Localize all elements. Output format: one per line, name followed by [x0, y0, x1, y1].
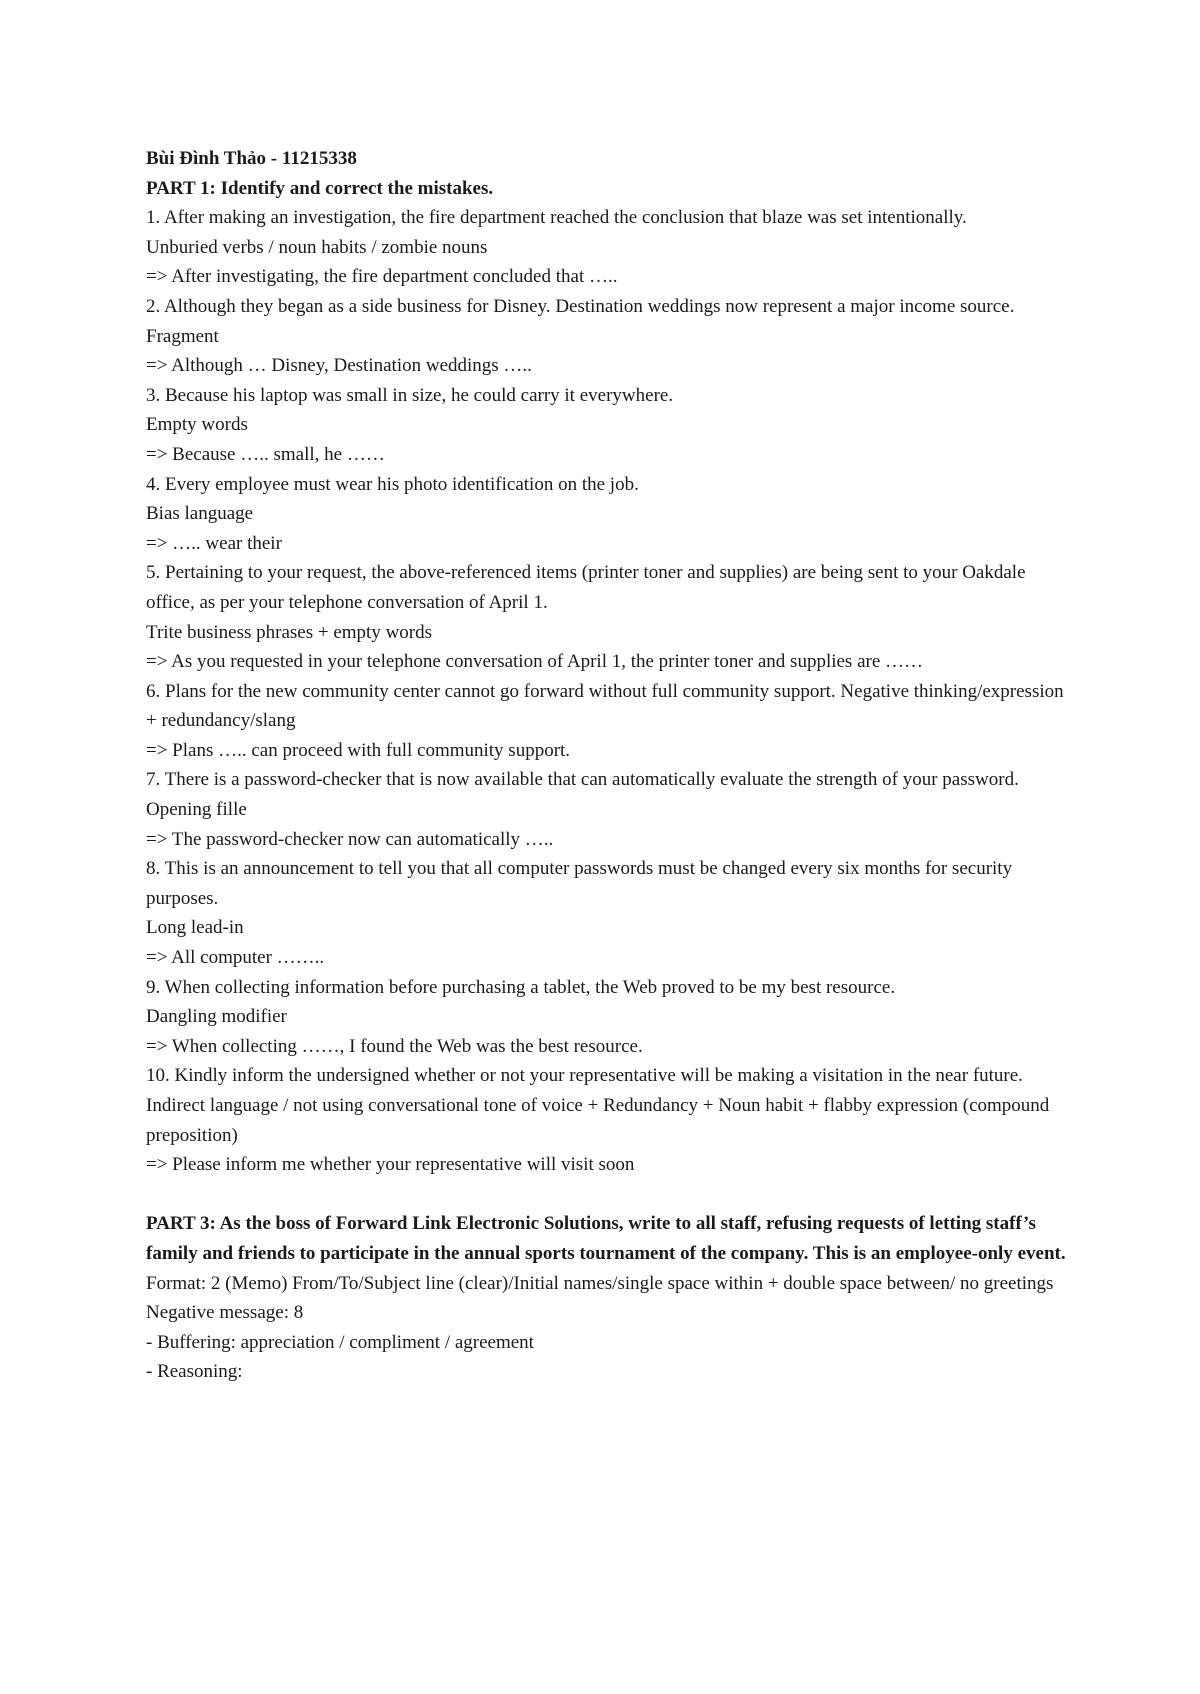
- item-2-error: Fragment: [146, 325, 219, 347]
- item-8-error: Long lead-in: [146, 917, 244, 939]
- item-3-sentence: 3. Because his laptop was small in size, he could carry it everywhere.: [146, 384, 674, 406]
- part1-heading: PART 1: Identify and correct the mistakes.: [146, 177, 494, 199]
- document-page: [146, 144, 1076, 1387]
- item-3-error: Empty words: [146, 414, 248, 436]
- item-5-sentence: 5. Pertaining to your request, the above-referenced items (printer toner and supplies) are being sent to your Oakdale office, as per your telephone conversation of April 1.: [146, 562, 1026, 613]
- item-8-sentence: 8. This is an announcement to tell you that all computer passwords must be changed every six months for security purposes.: [146, 858, 1013, 909]
- item-1-fix: => After investigating, the fire department concluded that …..: [146, 266, 618, 288]
- item-1-sentence: 1. After making an investigation, the fire department reached the conclusion that blaze was set intentionally.: [146, 207, 967, 229]
- item-6-fix: => Plans ….. can proceed with full community support.: [146, 739, 571, 761]
- item-5-error: Trite business phrases + empty words: [146, 621, 433, 643]
- section-gap: [146, 1180, 1076, 1210]
- item-2-sentence: 2. Although they began as a side business for Disney. Destination weddings now represent a major income source.: [146, 295, 1015, 317]
- part3-negative-line: Negative message: 8: [146, 1302, 304, 1324]
- item-2-fix: => Although … Disney, Destination weddings …..: [146, 355, 532, 377]
- item-1-error: Unburied verbs / noun habits / zombie nouns: [146, 236, 488, 258]
- item-5-fix: => As you requested in your telephone conversation of April 1, the printer toner and supplies are ……: [146, 651, 924, 673]
- item-6-sentence: 6. Plans for the new community center cannot go forward without full community support. Negative thinking/expression + redundancy/slang: [146, 680, 1064, 732]
- item-8-fix: => All computer ……..: [146, 947, 325, 969]
- item-10-error: Indirect language / not using conversational tone of voice + Redundancy + Noun habit + flabby expression (compound preposition): [146, 1095, 1050, 1146]
- item-9-fix: => When collecting ……, I found the Web was the best resource.: [146, 1035, 643, 1057]
- item-9-error: Dangling modifier: [146, 1006, 287, 1028]
- part3-bullet-reasoning: - Reasoning:: [146, 1361, 243, 1383]
- item-9-sentence: 9. When collecting information before purchasing a tablet, the Web proved to be my best resource.: [146, 976, 896, 998]
- item-4-fix: => ….. wear their: [146, 532, 282, 554]
- item-7-sentence: 7. There is a password-checker that is now available that can automatically evaluate the strength of your password.: [146, 769, 1019, 791]
- item-10-sentence: 10. Kindly inform the undersigned whether or not your representative will be making a visitation in the near future.: [146, 1065, 1023, 1087]
- item-4-sentence: 4. Every employee must wear his photo identification on the job.: [146, 473, 639, 495]
- author-line: Bùi Đình Thảo - 11215338: [146, 148, 357, 169]
- item-4-error: Bias language: [146, 503, 254, 525]
- part3-format-line: Format: 2 (Memo) From/To/Subject line (clear)/Initial names/single space within + double space between/ no greetings: [146, 1272, 1054, 1294]
- item-7-fix: => The password-checker now can automatically …..: [146, 828, 554, 850]
- item-7-error: Opening fille: [146, 799, 247, 821]
- item-10-fix: => Please inform me whether your representative will visit soon: [146, 1154, 635, 1176]
- item-3-fix: => Because ….. small, he ……: [146, 443, 385, 465]
- part3-bullet-buffering: - Buffering: appreciation / compliment / agreement: [146, 1331, 534, 1353]
- part3-heading: PART 3: As the boss of Forward Link Electronic Solutions, write to all staff, refusing requests of letting staff’s family and friends to participate in the annual sports tournament of the company. This is an employee-only event.: [146, 1213, 1066, 1264]
